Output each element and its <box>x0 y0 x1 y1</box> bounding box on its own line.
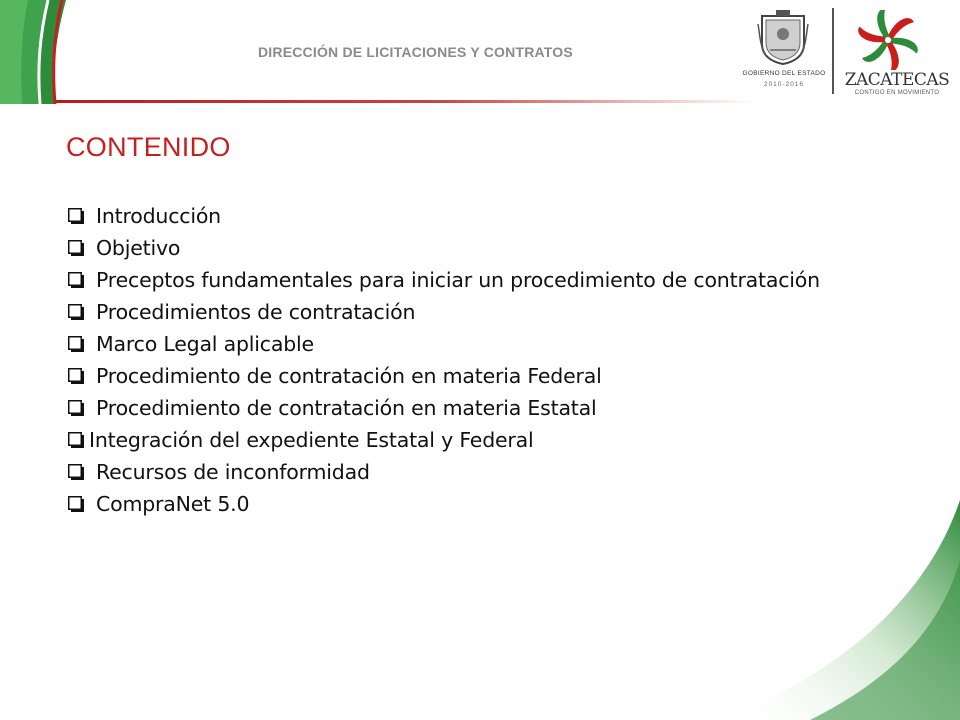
toc-item <box>68 200 820 232</box>
toc-item <box>68 328 820 360</box>
toc-item-label: Procedimientos de contratación <box>96 300 416 324</box>
checkbox-bullet-icon <box>68 304 84 320</box>
toc-item <box>68 264 820 296</box>
logo-divider <box>832 8 834 94</box>
toc-item-label: Objetivo <box>96 236 181 260</box>
zacatecas-name: ZACATECAS <box>844 70 950 90</box>
toc-item-label: Procedimiento de contratación en materia Estatal <box>96 396 597 420</box>
toc-item <box>68 232 820 264</box>
toc-item <box>68 456 820 488</box>
checkbox-bullet-icon <box>68 240 84 256</box>
zacatecas-slogan: CONTIGO EN MOVIMIENTO <box>854 90 940 96</box>
checkbox-bullet-icon <box>68 464 84 480</box>
header-divider <box>0 100 960 106</box>
toc-item <box>68 424 820 456</box>
bottom-swoosh-decoration <box>660 500 960 720</box>
gobierno-label: GOBIERNO DEL ESTADO <box>742 70 826 77</box>
toc-item-label: CompraNet 5.0 <box>96 492 250 516</box>
state-seal-icon <box>756 10 810 66</box>
toc-item-label: Integración del expediente Estatal y Federal <box>89 428 534 452</box>
checkbox-bullet-icon <box>68 432 84 448</box>
gobierno-years: 2010-2016 <box>763 81 805 88</box>
toc-item-label: Recursos de inconformidad <box>96 460 370 484</box>
zacatecas-pinwheel-icon <box>858 10 918 70</box>
toc-item-label: Procedimiento de contratación en materia Federal <box>96 364 602 388</box>
content-title: CONTENIDO <box>66 132 231 162</box>
toc-item <box>68 392 820 424</box>
checkbox-bullet-icon <box>68 336 84 352</box>
gobierno-logo <box>742 6 826 94</box>
checkbox-bullet-icon <box>68 368 84 384</box>
toc-item <box>68 296 820 328</box>
checkbox-bullet-icon <box>68 208 84 224</box>
checkbox-bullet-icon <box>68 272 84 288</box>
toc-item-label: Marco Legal aplicable <box>96 332 314 356</box>
checkbox-bullet-icon <box>68 496 84 512</box>
toc-item-label: Introducción <box>96 204 221 228</box>
corner-decoration <box>0 0 90 110</box>
zacatecas-logo <box>838 6 956 96</box>
checkbox-bullet-icon <box>68 400 84 416</box>
toc-item <box>68 360 820 392</box>
header-title: DIRECCIÓN DE LICITACIONES Y CONTRATOS <box>258 44 573 60</box>
toc-list <box>68 200 820 520</box>
toc-item-label: Preceptos fundamentales para iniciar un procedimiento de contratación <box>96 268 820 292</box>
